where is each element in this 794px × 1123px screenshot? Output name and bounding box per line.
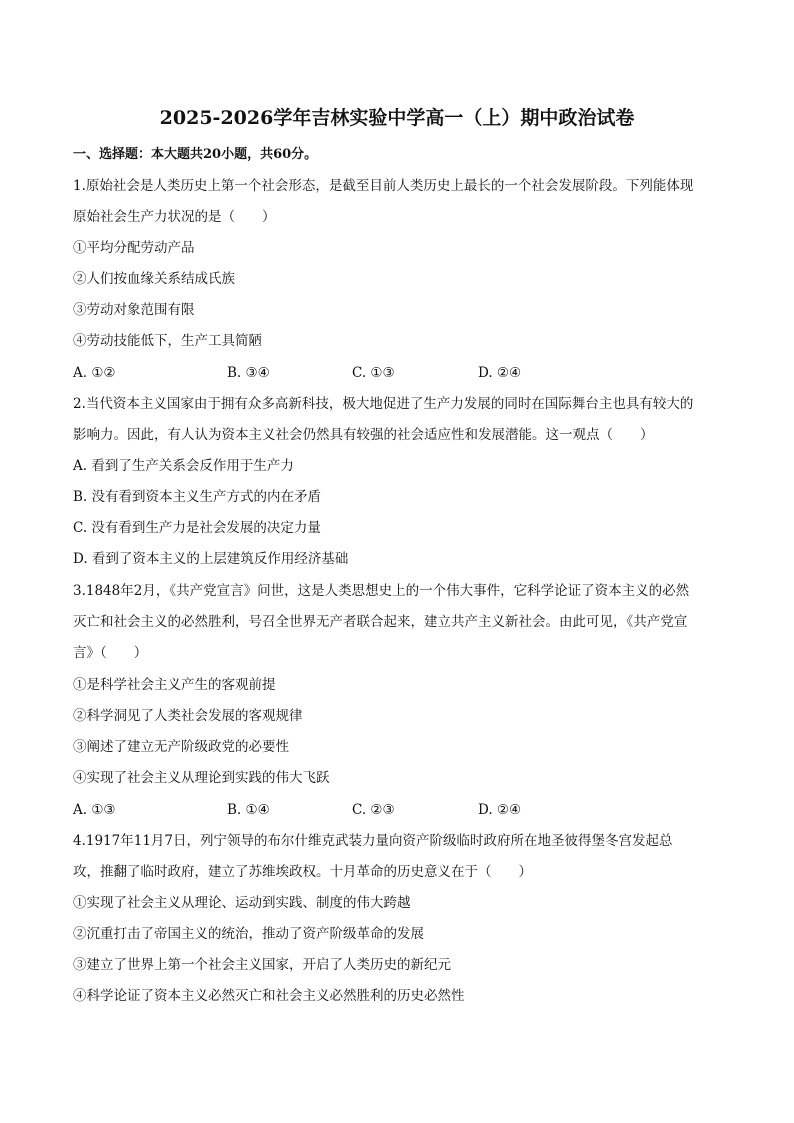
- q1-stem-line-2: 原始社会生产力状况的是（ ）: [73, 209, 276, 225]
- q4-item-3: ③建立了世界上第一个社会主义国家，开启了人类历史的新纪元: [73, 957, 451, 973]
- q1-stem-line-1: 1.原始社会是人类历史上第一个社会形态，是截至目前人类历史上最长的一个社会发展阶段。下列能体现: [73, 178, 694, 194]
- q3-item-3: ③阐述了建立无产阶级政党的必要性: [73, 739, 289, 755]
- q2-stem-line-2: 影响力。因此，有人认为资本主义社会仍然具有较强的社会适应性和发展潜能。这一观点（ ）: [73, 427, 654, 443]
- exam-title: 2025-2026学年吉林实验中学高一（上）期中政治试卷: [159, 107, 635, 129]
- q3-option-d: D. ②④: [478, 802, 522, 818]
- q3-stem-line-3: 言》（ ）: [73, 645, 148, 661]
- q1-option-b: B. ③④: [227, 365, 270, 381]
- q2-option-b: B. 没有看到资本主义生产方式的内在矛盾: [73, 489, 322, 505]
- q4-stem-line-1: 4.1917年11月7日，列宁领导的布尔什维克武装力量向资产阶级临时政府所在地圣彼得堡冬宫发起总: [73, 833, 673, 849]
- q1-item-4: ④劳动技能低下，生产工具简陋: [73, 333, 262, 349]
- q4-stem-line-2: 攻，推翻了临时政府，建立了苏维埃政权。十月革命的历史意义在于（ ）: [73, 864, 532, 880]
- q1-option-a: A. ①②: [73, 365, 116, 381]
- q1-item-2: ②人们按血缘关系结成氏族: [73, 271, 235, 287]
- q1-item-1: ①平均分配劳动产品: [73, 240, 195, 256]
- q3-option-c: C. ②③: [352, 802, 395, 818]
- q1-option-d: D. ②④: [478, 365, 522, 381]
- q1-option-c: C. ①③: [352, 365, 395, 381]
- q3-stem-line-2: 灭亡和社会主义的必然胜利，号召全世界无产者联合起来，建立共产主义新社会。由此可见，《共产党宣: [73, 614, 688, 630]
- q3-item-1: ①是科学社会主义产生的客观前提: [73, 677, 276, 693]
- q2-stem-line-1: 2.当代资本主义国家由于拥有众多高新科技，极大地促进了生产力发展的同时在国际舞台主也具有较大的: [73, 396, 694, 412]
- q2-option-a: A. 看到了生产关系会反作用于生产力: [73, 458, 294, 474]
- q3-option-b: B. ①④: [227, 802, 270, 818]
- q3-item-4: ④实现了社会主义从理论到实践的伟大飞跃: [73, 770, 330, 786]
- section-heading: 一、选择题：本大题共20小题，共60分。: [73, 147, 318, 162]
- q3-item-2: ②科学洞见了人类社会发展的客观规律: [73, 708, 303, 724]
- q1-item-3: ③劳动对象范围有限: [73, 302, 195, 318]
- q3-option-a: A. ①③: [73, 802, 116, 818]
- q2-option-c: C. 没有看到生产力是社会发展的决定力量: [73, 520, 321, 536]
- q2-option-d: D. 看到了资本主义的上层建筑反作用经济基础: [73, 551, 349, 567]
- q4-item-4: ④科学论证了资本主义必然灭亡和社会主义必然胜利的历史必然性: [73, 988, 465, 1004]
- q4-item-1: ①实现了社会主义从理论、运动到实践、制度的伟大跨越: [73, 895, 411, 911]
- q4-item-2: ②沉重打击了帝国主义的统治，推动了资产阶级革命的发展: [73, 926, 424, 942]
- q3-stem-line-1: 3.1848年2月，《共产党宣言》问世，这是人类思想史上的一个伟大事件，它科学论证了资本主义的必然: [73, 583, 690, 599]
